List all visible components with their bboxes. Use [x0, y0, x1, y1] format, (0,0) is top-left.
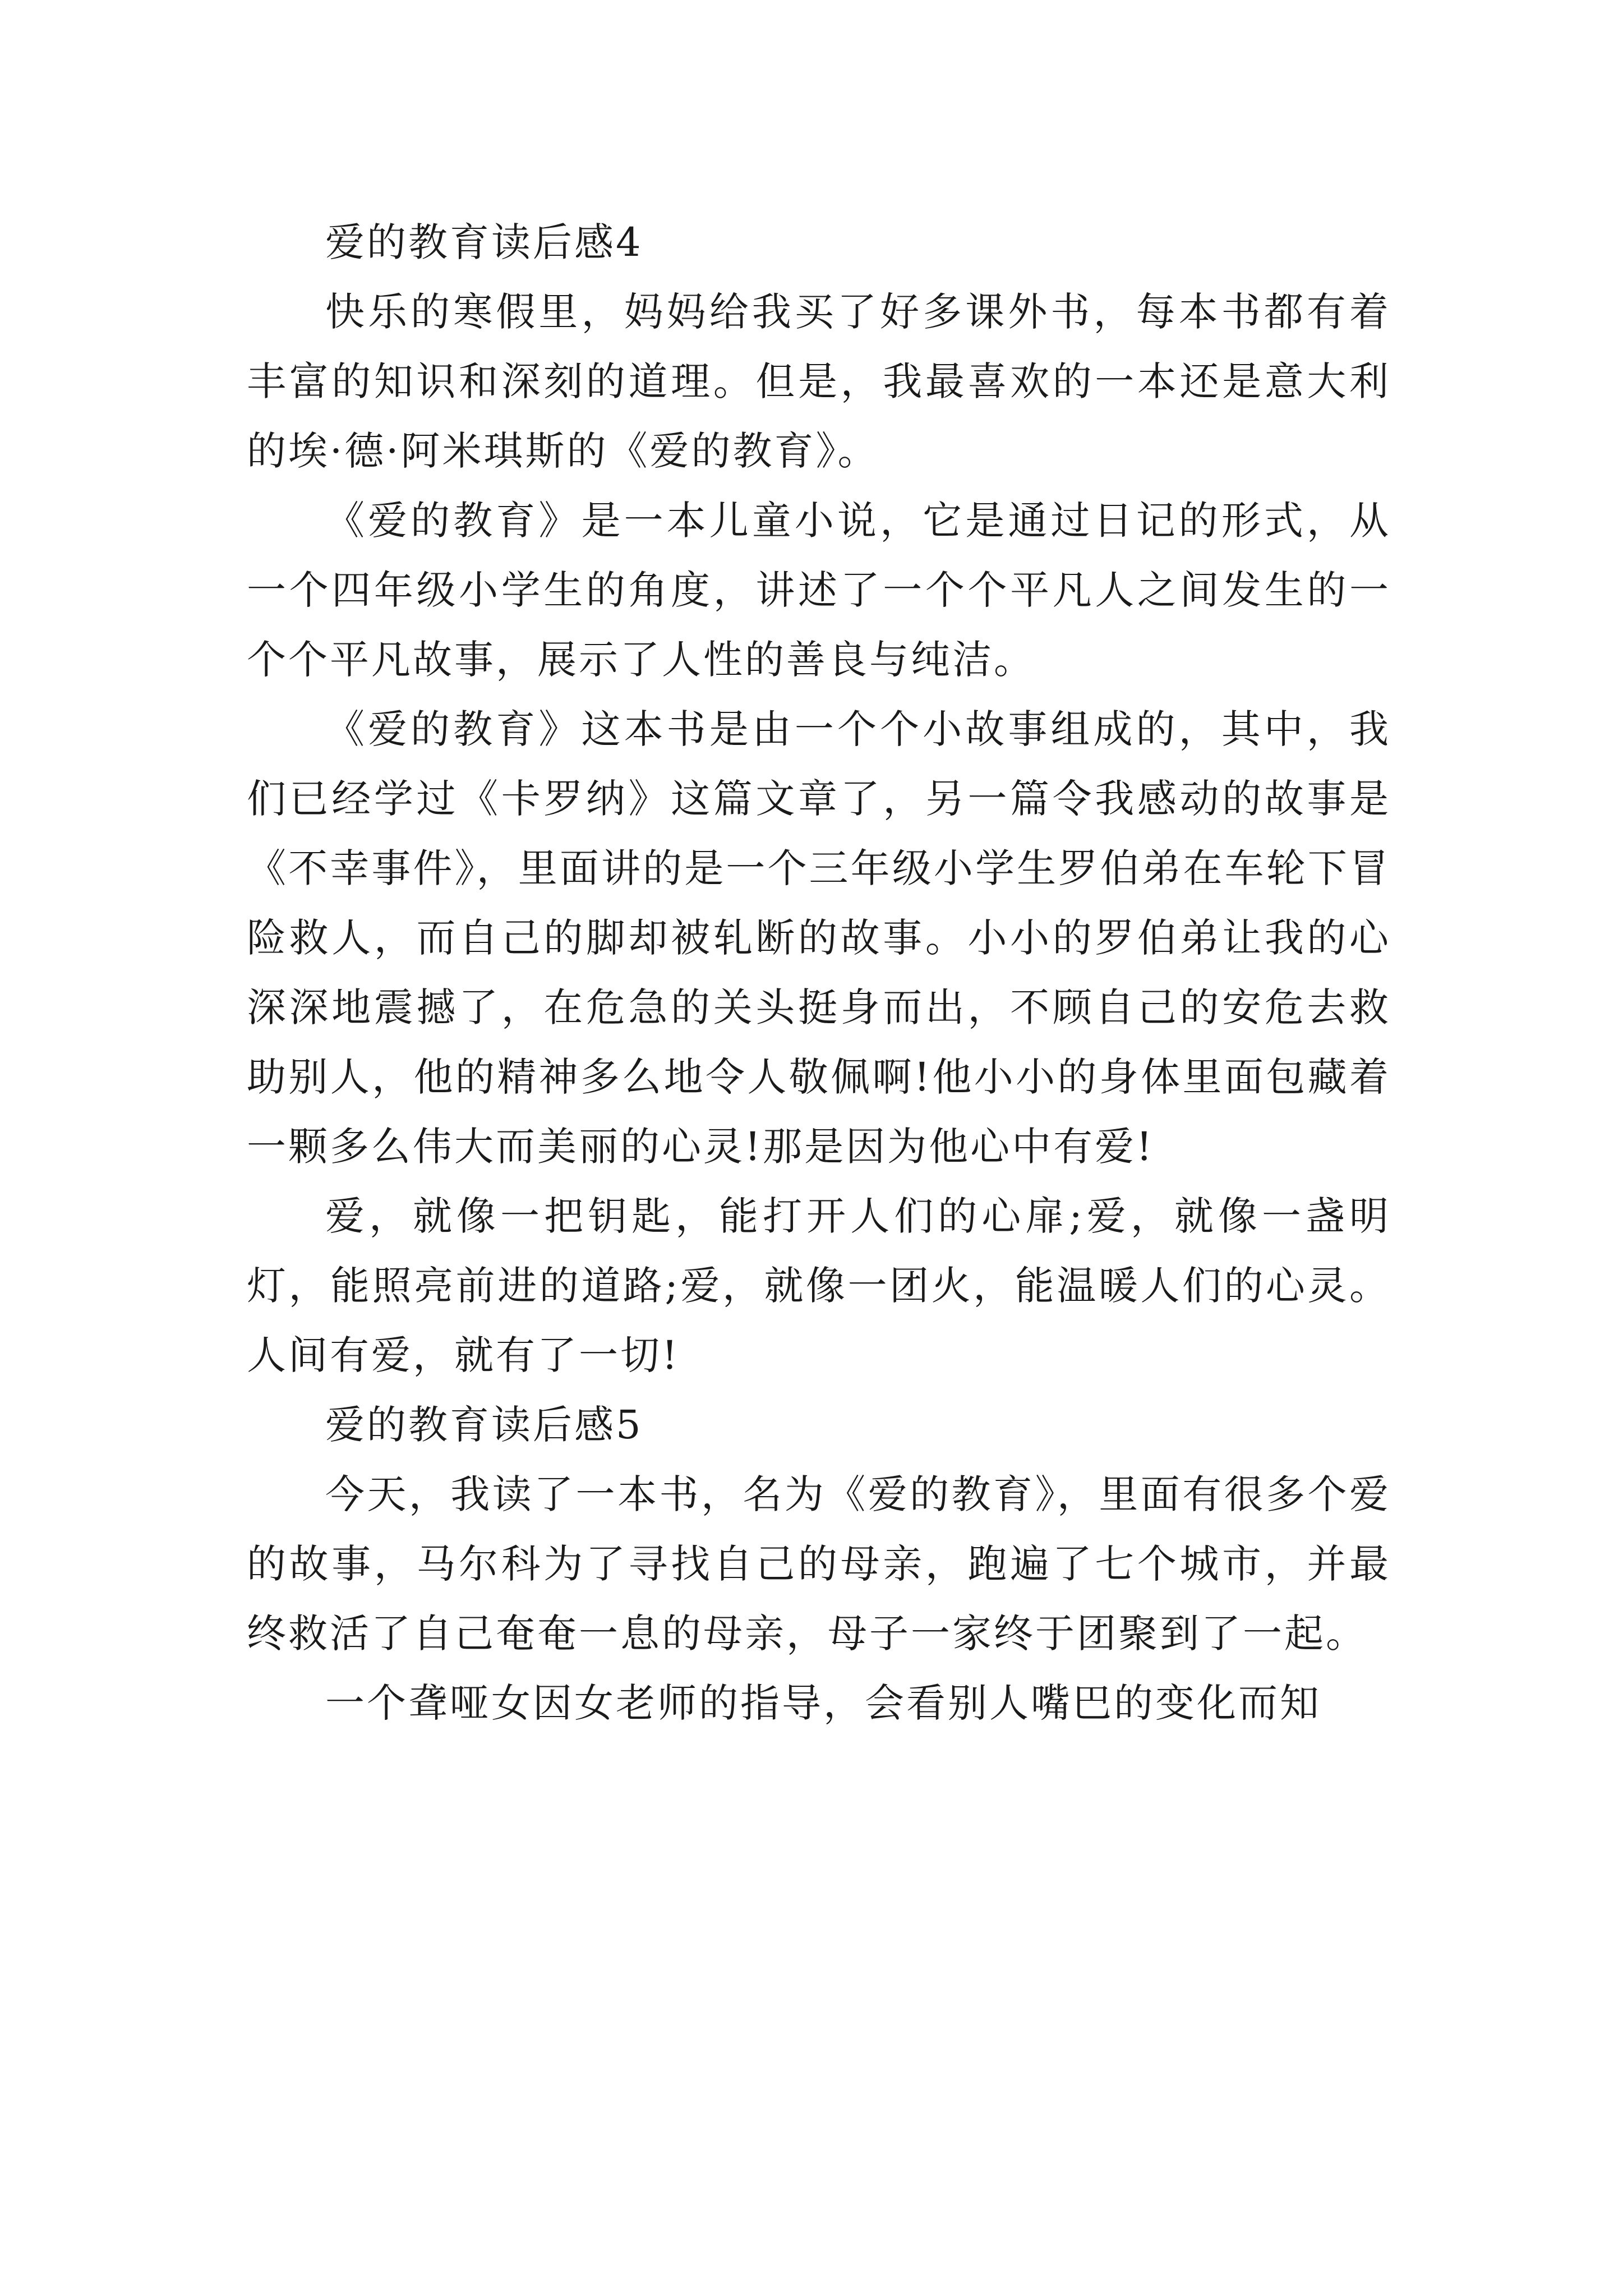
paragraph: 爱，就像一把钥匙，能打开人们的心扉;爱，就像一盏明灯，能照亮前进的道路;爱，就像一团火，能温暖人们的心灵。人间有爱，就有了一切!: [247, 1193, 1391, 1378]
paragraph: 今天，我读了一本书，名为《爱的教育》，里面有很多个爱的故事，马尔科为了寻找自己的母亲，跑遍了七个城市，并最终救活了自己奄奄一息的母亲，母子一家终于团聚到了一起。: [247, 1471, 1391, 1657]
paragraph: 《爱的教育》是一本儿童小说，它是通过日记的形式，从一个四年级小学生的角度，讲述了一个个平凡人之间发生的一个个平凡故事，展示了人性的善良与纯洁。: [247, 498, 1391, 683]
paragraph: 快乐的寒假里，妈妈给我买了好多课外书，每本书都有着丰富的知识和深刻的道理。但是，我最喜欢的一本还是意大利的埃·德·阿米琪斯的《爱的教育》。: [247, 289, 1391, 474]
section-heading-4: 爱的教育读后感4: [325, 219, 643, 265]
section-heading-5: 爱的教育读后感5: [325, 1402, 643, 1448]
paragraph: 《爱的教育》这本书是由一个个小故事组成的，其中，我们已经学过《卡罗纳》这篇文章了，另一篇令我感动的故事是《不幸事件》，里面讲的是一个三年级小学生罗伯弟在车轮下冒险救人，而自己的脚却被轧断的故事。小小的罗伯弟让我的心深深地震撼了，在危急的关头挺身而出，不顾自己的安危去救助别人，他的精神多么地令人敬佩啊!他小小的身体里面包藏着一颗多么伟大而美丽的心灵!那是因为他心中有爱!: [247, 706, 1391, 1170]
document-page: [247, 208, 1391, 1738]
paragraph: 一个聋哑女因女老师的指导，会看别人嘴巴的变化而知: [325, 1680, 1321, 1726]
